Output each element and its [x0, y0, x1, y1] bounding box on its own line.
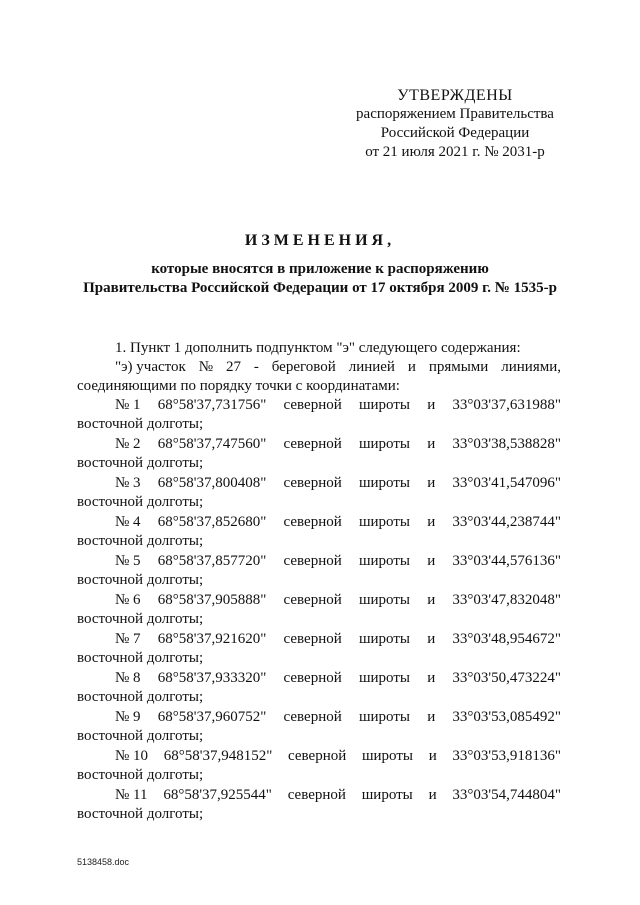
approval-line-1: распоряжением Правительства — [356, 106, 554, 122]
latitude-word-2: широты — [358, 592, 410, 608]
subtitle-line-2: Правительства Российской Федерации от 17 октября 2009 г. № 1535-р — [83, 280, 557, 296]
coordinate-row — [77, 747, 561, 766]
conjunction: и — [427, 436, 436, 452]
latitude-value: 68°58'37,800408" — [157, 475, 267, 491]
latitude-word: северной — [283, 709, 342, 725]
longitude-value: 33°03'44,238744" — [452, 514, 561, 530]
coordinate-point — [77, 669, 561, 708]
latitude-value: 68°58'37,905888" — [157, 592, 267, 608]
coordinate-point — [77, 396, 561, 435]
point-number: № 4 — [115, 514, 141, 530]
longitude-value: 33°03'38,538828" — [452, 436, 561, 452]
latitude-word-2: широты — [358, 709, 410, 725]
coordinate-row — [77, 513, 561, 532]
latitude-value: 68°58'37,948152" — [163, 748, 273, 764]
conjunction: и — [427, 397, 436, 413]
coordinate-row — [77, 474, 561, 493]
point-number: № 2 — [115, 436, 141, 452]
approval-block — [340, 86, 570, 162]
latitude-word: северной — [283, 475, 342, 491]
latitude-value: 68°58'37,852680" — [157, 514, 267, 530]
longitude-value: 33°03'50,473224" — [452, 670, 561, 686]
p2-word: береговой — [271, 359, 336, 375]
coordinate-row — [77, 591, 561, 610]
longitude-value: 33°03'44,576136" — [452, 553, 561, 569]
longitude-word: восточной долготы; — [77, 728, 204, 744]
paragraph-2-line-1 — [77, 358, 561, 377]
latitude-word: северной — [283, 436, 342, 452]
latitude-word-2: широты — [361, 787, 413, 803]
conjunction: и — [427, 592, 436, 608]
latitude-word: северной — [283, 553, 342, 569]
latitude-word: северной — [283, 514, 342, 530]
conjunction: и — [427, 475, 436, 491]
p2-word: линиями, — [501, 359, 561, 375]
longitude-value: 33°03'47,832048" — [452, 592, 561, 608]
coordinate-row — [77, 396, 561, 415]
longitude-value: 33°03'48,954672" — [452, 631, 561, 647]
longitude-value: 33°03'37,631988" — [452, 397, 561, 413]
point-number: № 5 — [115, 553, 141, 569]
footer-file-code: 5138458.doc — [77, 857, 130, 867]
point-number: № 10 — [115, 748, 149, 764]
conjunction: и — [427, 514, 436, 530]
latitude-word: северной — [288, 748, 347, 764]
longitude-word: восточной долготы; — [77, 455, 204, 471]
approval-line-2: Российской Федерации — [380, 125, 530, 141]
latitude-word: северной — [283, 670, 342, 686]
latitude-value: 68°58'37,960752" — [157, 709, 267, 725]
latitude-value: 68°58'37,747560" — [157, 436, 267, 452]
longitude-word: восточной долготы; — [77, 650, 204, 666]
coordinate-point — [77, 474, 561, 513]
longitude-word: восточной долготы; — [77, 533, 204, 549]
latitude-word-2: широты — [358, 553, 410, 569]
conjunction: и — [427, 709, 436, 725]
p2-word: и — [407, 359, 416, 375]
point-number: № 6 — [115, 592, 141, 608]
point-number: № 11 — [115, 787, 148, 803]
p2-word: - — [253, 359, 259, 375]
latitude-value: 68°58'37,925544" — [163, 787, 272, 803]
coordinate-list — [77, 396, 561, 825]
document-subtitle — [60, 260, 580, 298]
longitude-value: 33°03'41,547096" — [452, 475, 561, 491]
document-body — [77, 339, 561, 825]
longitude-word: восточной долготы; — [77, 494, 204, 510]
longitude-word: восточной долготы; — [77, 806, 204, 822]
coordinate-point — [77, 552, 561, 591]
conjunction: и — [427, 631, 436, 647]
approval-line-3: от 21 июля 2021 г. № 2031-р — [365, 144, 545, 160]
coordinate-point — [77, 591, 561, 630]
point-number: № 9 — [115, 709, 141, 725]
conjunction: и — [427, 670, 436, 686]
conjunction: и — [428, 787, 437, 803]
latitude-word: северной — [287, 787, 346, 803]
p2-word: 27 — [225, 359, 241, 375]
latitude-word-2: широты — [358, 475, 410, 491]
document-title: ИЗМЕНЕНИЯ, — [244, 232, 396, 249]
approval-title: УТВЕРЖДЕНЫ — [397, 87, 513, 104]
coordinate-point — [77, 786, 561, 825]
coordinate-point — [77, 630, 561, 669]
latitude-value: 68°58'37,857720" — [157, 553, 267, 569]
coordinate-row — [77, 552, 561, 571]
latitude-word-2: широты — [358, 397, 410, 413]
coordinate-point — [77, 435, 561, 474]
longitude-value: 33°03'53,918136" — [452, 748, 561, 764]
paragraph-1: 1. Пункт 1 дополнить подпунктом "э" следующего содержания: — [115, 340, 521, 356]
longitude-value: 33°03'53,085492" — [452, 709, 561, 725]
latitude-word-2: широты — [358, 670, 410, 686]
p2-word: прямыми — [428, 359, 489, 375]
point-number: № 3 — [115, 475, 141, 491]
longitude-value: 33°03'54,744804" — [452, 787, 561, 803]
latitude-word-2: широты — [361, 748, 413, 764]
point-number: № 7 — [115, 631, 141, 647]
subtitle-line-1: которые вносятся в приложение к распоряжению — [151, 261, 489, 277]
point-number: № 1 — [115, 397, 141, 413]
coordinate-row — [77, 669, 561, 688]
coordinate-point — [77, 513, 561, 552]
coordinate-point — [77, 747, 561, 786]
point-number: № 8 — [115, 670, 141, 686]
coordinate-point — [77, 708, 561, 747]
longitude-word: восточной долготы; — [77, 689, 204, 705]
conjunction: и — [428, 748, 437, 764]
p2-word: "э) участок — [115, 359, 186, 375]
latitude-word: северной — [283, 397, 342, 413]
conjunction: и — [427, 553, 436, 569]
p2-word: линией — [348, 359, 395, 375]
coordinate-row — [77, 708, 561, 727]
latitude-word-2: широты — [358, 514, 410, 530]
longitude-word: восточной долготы; — [77, 611, 204, 627]
paragraph-2-line-2: соединяющими по порядку точки с координатами: — [77, 378, 400, 394]
longitude-word: восточной долготы; — [77, 767, 204, 783]
latitude-word: северной — [283, 592, 342, 608]
latitude-value: 68°58'37,731756" — [157, 397, 267, 413]
longitude-word: восточной долготы; — [77, 572, 204, 588]
latitude-word-2: широты — [358, 436, 410, 452]
latitude-value: 68°58'37,933320" — [157, 670, 267, 686]
latitude-word: северной — [283, 631, 342, 647]
longitude-word: восточной долготы; — [77, 416, 204, 432]
p2-word: № — [198, 359, 214, 375]
latitude-word-2: широты — [358, 631, 410, 647]
coordinate-row — [77, 435, 561, 454]
coordinate-row — [77, 786, 561, 805]
latitude-value: 68°58'37,921620" — [157, 631, 267, 647]
coordinate-row — [77, 630, 561, 649]
